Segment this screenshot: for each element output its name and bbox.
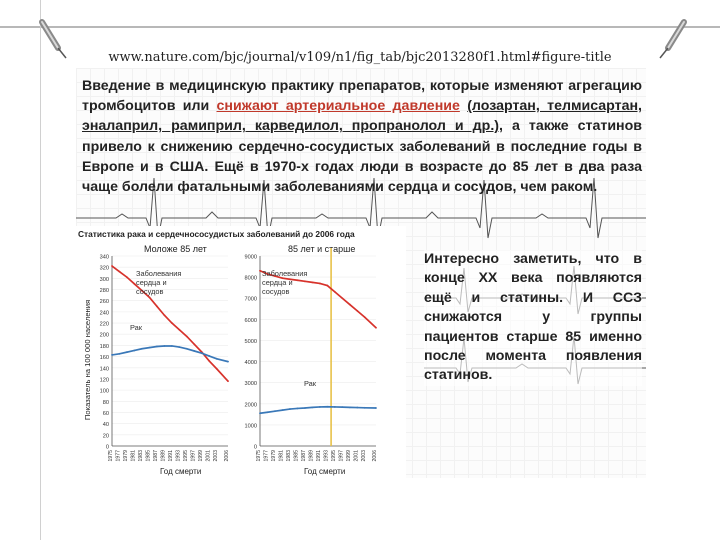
cancer-data-point [193,350,195,352]
x-tick-label: 1979 [270,450,277,462]
x-tick-label: 2003 [360,450,367,462]
x-tick-label: 2001 [205,450,212,462]
chart-right-plot [245,248,378,462]
slide-top-rule [0,26,720,28]
cancer-data-point [356,407,358,409]
y-tick-label: 340 [99,254,109,261]
x-tick-label: 1989 [308,450,315,462]
x-tick-label: 1975 [256,450,262,462]
cancer-data-point [186,348,188,350]
x-tick-label: 1987 [152,450,159,462]
annotation-line: Заболевания [262,269,308,278]
y-tick-label: 320 [99,265,109,272]
cvd-data-point [186,336,188,338]
x-tick-label: 1981 [278,450,285,462]
chart-left-plot [100,255,230,462]
cvd-data-point [216,368,218,370]
cancer-data-point [375,407,377,409]
cvd-data-point [149,296,151,298]
y-tick-label: 7000 [244,296,257,303]
y-tick-label: 9000 [244,254,257,261]
cvd-data-point [259,270,261,272]
y-tick-label: 200 [99,332,109,339]
cvd-data-point [111,265,113,267]
intro-text-start: Введение в медицинскую практику препаратов, которые изменяют агрегацию тромбоцитов или [82,78,642,115]
cancer-data-point [274,410,276,412]
x-tick-label: 1977 [263,450,270,462]
y-tick-label: 180 [99,343,109,350]
cvd-data-point [375,327,377,329]
y-tick-label: 8000 [244,275,257,282]
y-tick-label: 6000 [244,317,257,324]
x-tick-label: 2006 [224,450,230,462]
cancer-annotation: Рак [304,379,317,388]
chart-right-xlabel: Год смерти [304,467,346,476]
x-tick-label: 1989 [160,450,167,462]
cancer-annotation: Рак [130,323,143,332]
x-tick-label: 1991 [167,450,174,462]
x-tick-label: 2006 [372,450,378,462]
intro-paragraph [82,76,642,197]
cvd-data-point [349,304,351,306]
x-tick-label: 2003 [212,450,219,462]
x-tick-label: 1983 [137,450,144,462]
side-note: Интересно заметить, что в конце XX века появляются ещё и статины. И ССЗ снижаются у группы пациентов старше 85 именно после момента появления статинов. [424,250,642,386]
cvd-data-point [227,380,229,382]
chart-left-xlabel: Год смерти [160,467,202,476]
cancer-data-point [171,345,173,347]
cancer-data-point [119,353,121,355]
y-tick-label: 40 [102,422,109,429]
cancer-data-point [297,408,299,410]
x-tick-label: 1975 [108,450,114,462]
y-tick-label: 60 [102,410,109,417]
cvd-data-point [193,343,195,345]
cancer-data-point [134,350,136,352]
y-tick-label: 3000 [244,381,257,388]
cancer-data-point [267,411,269,413]
cancer-data-point [349,406,351,408]
cvd-data-point [119,271,121,273]
cancer-data-point [259,412,261,414]
chart-figure-title: Статистика рака и сердечнососудистых заболеваний до 2006 года [78,229,355,239]
cancer-data-point [311,406,313,408]
cvd-data-point [334,291,336,293]
cvd-data-point [126,276,128,278]
cancer-data-point [334,406,336,408]
cvd-data-point [341,297,343,299]
blood-pressure-link[interactable]: снижают артериальное давление [216,98,460,115]
x-tick-label: 1987 [300,450,307,462]
cvd-data-point [178,329,180,331]
cvd-data-point [208,360,210,362]
cancer-data-point [156,346,158,348]
x-tick-label: 2001 [353,450,360,462]
annotation-line: сердца и [136,278,167,287]
cancer-data-point [341,406,343,408]
chart-panel [76,226,406,478]
annotation-line: сосудов [262,287,290,296]
y-tick-label: 80 [102,399,109,406]
annotation-line: сосудов [136,287,164,296]
cancer-data-point [364,407,366,409]
slide-left-rule [40,0,41,540]
chart-left-title: Моложе 85 лет [144,244,207,254]
y-tick-label: 2000 [244,402,257,409]
y-tick-label: 120 [99,377,109,384]
cvd-data-point [356,310,358,312]
y-tick-label: 4000 [244,360,257,367]
cvd-data-point [311,281,313,283]
cancer-data-point [227,361,229,363]
y-tick-label: 20 [102,433,109,440]
x-tick-label: 1999 [197,450,204,462]
cvd-data-point [326,285,328,287]
y-tick-label: 240 [99,310,109,317]
x-tick-label: 1995 [330,450,337,462]
cvd-data-point [304,280,306,282]
y-tick-label: 1000 [244,423,257,430]
x-tick-label: 1995 [182,450,189,462]
x-tick-label: 1993 [323,450,330,462]
y-tick-label: 260 [99,299,109,306]
cancer-series-line [260,407,376,414]
x-tick-label: 1985 [293,450,300,462]
x-tick-label: 1979 [122,450,129,462]
cancer-data-point [289,408,291,410]
cvd-annotation [262,269,307,296]
chart-ylabel: Показатель на 100 000 населения [83,299,92,421]
cvd-data-point [171,322,173,324]
x-tick-label: 1997 [190,450,197,462]
cvd-annotation [136,269,181,296]
annotation-line: Заболевания [136,269,182,278]
y-tick-label: 0 [105,444,109,451]
mortality-chart [76,226,406,478]
cvd-data-point [319,283,321,285]
y-tick-label: 0 [253,444,257,451]
cvd-data-point [156,305,158,307]
x-tick-label: 1977 [115,450,122,462]
x-tick-label: 1985 [145,450,152,462]
cancer-data-point [126,351,128,353]
cancer-data-point [319,406,321,408]
cancer-data-point [304,407,306,409]
cancer-data-point [163,345,165,347]
x-tick-label: 1999 [345,450,352,462]
annotation-line: сердца и [262,278,293,287]
cancer-data-point [178,346,180,348]
cvd-data-point [163,314,165,316]
cancer-data-point [111,354,113,356]
cvd-data-point [297,279,299,281]
cancer-data-point [326,406,328,408]
y-tick-label: 300 [99,276,109,283]
chart-right-title: 85 лет и старше [288,244,356,254]
x-tick-label: 1983 [285,450,292,462]
y-tick-label: 280 [99,288,109,295]
x-tick-label: 1993 [175,450,182,462]
y-tick-label: 140 [99,366,109,373]
x-tick-label: 1997 [338,450,345,462]
cancer-data-point [282,409,284,411]
cancer-data-point [201,352,203,354]
y-tick-label: 5000 [244,338,257,345]
cvd-data-point [364,316,366,318]
cancer-data-point [208,355,210,357]
cancer-data-point [141,348,143,350]
intro-text-end: , а также статинов привело к снижению сердечно-сосудистых заболеваний в последние годы в Европе и в США. Ещё в 1970-х годах люди в возрасте до 85 лет в два раза чаще болели фатальными заболеваниями сердца и сосудов, чем раком. [82,118,642,196]
source-url: www.nature.com/bjc/journal/v109/n1/fig_tab/bjc2013280f1.html#figure-title [108,50,612,65]
cancer-series-line [112,346,228,362]
cancer-data-point [216,358,218,360]
y-tick-label: 220 [99,321,109,328]
x-tick-label: 1991 [315,450,322,462]
y-tick-label: 100 [99,388,109,395]
drug-list-link[interactable]: (лозартан, телмисартан, эналаприл, рамиприл, карведилол, пропранолол и др.) [82,98,642,135]
y-tick-label: 160 [99,355,109,362]
cancer-data-point [149,347,151,349]
x-tick-label: 1981 [130,450,137,462]
